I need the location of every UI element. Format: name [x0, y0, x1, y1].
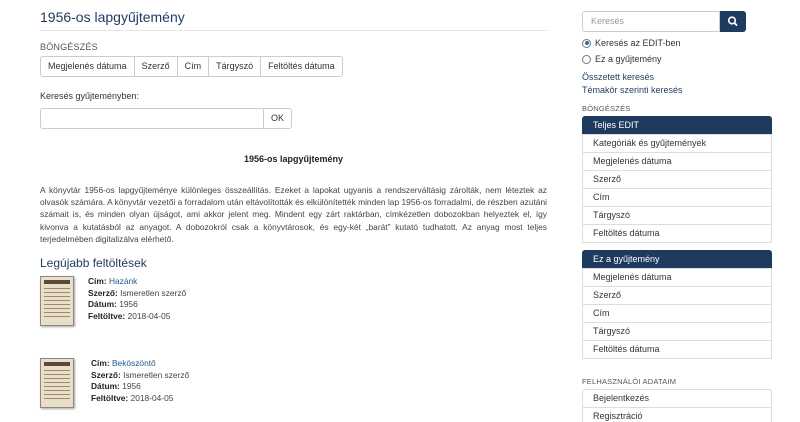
- radio-this-collection[interactable]: [582, 54, 662, 64]
- sidebar-item-coll-upload-date[interactable]: Feltöltés dátuma: [582, 340, 772, 359]
- browse-collection-list: [582, 250, 772, 359]
- upload-uploaded-label: Feltöltve:: [88, 310, 126, 321]
- upload-thumbnail[interactable]: [40, 276, 74, 326]
- radio-selected-icon: [582, 39, 591, 48]
- browse-edit-list: [582, 116, 772, 243]
- upload-uploaded-label: Feltöltve:: [91, 392, 129, 403]
- search-icon: [720, 11, 746, 32]
- radio-search-edit[interactable]: [582, 38, 681, 48]
- upload-author-label: Szerző:: [88, 287, 118, 298]
- upload-date-label: Dátum:: [88, 299, 117, 309]
- collection-description: A könyvtár 1956-os lapgyűjteménye különleges összeállítás. Ezeket a lapokat ugyanis a rendszerváltásig zárolták, nem léteztek az olvasók számára. A könyvtár vezetői a forradalom után eltávolították és elkülönítették minden lap 1956-os forradalmi, de részben azutáni számait is, és minden olyan újságot, ami akkor jelent meg. Mindent egy zárt raktárban, címkézetlen dobozokban helyeztek el, így kivonva a kutatásból az anyagot. A dobozokról csak a könyvtárosok, és egy-két „barát” kutató tudhatott. Az anyag most teljes terjedelmében digitalizálva elérhető.: [40, 185, 547, 244]
- user-list: [582, 389, 772, 422]
- sidebar-item-coll-subject[interactable]: Tárgyszó: [582, 322, 772, 341]
- login-link[interactable]: Bejelentkezés: [582, 389, 772, 408]
- upload-date: 1956: [119, 299, 138, 309]
- upload-title-link[interactable]: Beköszöntő: [111, 358, 156, 368]
- advanced-search-link[interactable]: Összetett keresés: [582, 72, 655, 82]
- upload-date: 1956: [122, 381, 141, 391]
- browse-collection-header[interactable]: Ez a gyűjtemény: [582, 250, 772, 269]
- collection-title: 1956-os lapgyűjtemény: [243, 154, 344, 164]
- browse-by-upload-date-button[interactable]: Feltöltés dátuma: [260, 56, 343, 77]
- browse-by-title-button[interactable]: Cím: [177, 56, 210, 77]
- user-data-heading: FELHASZNÁLÓI ADATAIM: [582, 377, 677, 386]
- radio-this-collection-label: Ez a gyűjtemény: [595, 54, 662, 64]
- radio-search-edit-label: Keresés az EDIT-ben: [595, 38, 681, 48]
- upload-title-label: Cím:: [88, 276, 107, 286]
- page-title: 1956-os lapgyűjtemény: [40, 9, 185, 25]
- browse-by-subject-button[interactable]: Tárgyszó: [208, 56, 261, 77]
- browse-label: BÖNGÉSZÉS: [40, 42, 98, 52]
- sidebar-item-author[interactable]: Szerző: [582, 170, 772, 189]
- radio-unselected-icon: [582, 55, 591, 64]
- latest-uploads-heading: Legújabb feltöltések: [40, 256, 147, 270]
- sidebar-item-categories[interactable]: Kategóriák és gyűjtemények: [582, 134, 772, 153]
- collection-search: [40, 108, 292, 129]
- browse-edit-header[interactable]: Teljes EDIT: [582, 116, 772, 135]
- sidebar-browse-heading: BÖNGÉSZÉS: [582, 104, 631, 113]
- browse-by-author-button[interactable]: Szerző: [134, 56, 178, 77]
- collection-search-ok-button[interactable]: OK: [263, 108, 292, 129]
- sidebar-search: [582, 11, 746, 32]
- sidebar-search-input[interactable]: Keresés: [582, 11, 720, 32]
- upload-uploaded: 2018-04-05: [127, 310, 171, 321]
- sidebar-item-title[interactable]: Cím: [582, 188, 772, 207]
- sidebar-item-coll-title[interactable]: Cím: [582, 304, 772, 323]
- topic-search-link[interactable]: Témakör szerinti keresés: [582, 85, 683, 95]
- sidebar-search-button[interactable]: [720, 11, 746, 32]
- browse-button-group: [40, 56, 343, 77]
- upload-author-label: Szerző:: [91, 369, 121, 380]
- upload-date-label: Dátum:: [91, 381, 120, 391]
- upload-author: Ismeretlen szerző: [123, 369, 190, 380]
- title-divider: [40, 30, 547, 31]
- upload-thumbnail[interactable]: [40, 358, 74, 408]
- upload-title-label: Cím:: [91, 358, 110, 368]
- upload-title-link[interactable]: Hazánk: [108, 276, 138, 286]
- upload-uploaded: 2018-04-05: [130, 392, 174, 403]
- sidebar-item-coll-issue-date[interactable]: Megjelenés dátuma: [582, 268, 772, 287]
- sidebar-item-coll-author[interactable]: Szerző: [582, 286, 772, 305]
- register-link[interactable]: Regisztráció: [582, 407, 772, 422]
- sidebar-item-issue-date[interactable]: Megjelenés dátuma: [582, 152, 772, 171]
- sidebar-item-upload-date[interactable]: Feltöltés dátuma: [582, 224, 772, 243]
- sidebar-item-subject[interactable]: Tárgyszó: [582, 206, 772, 225]
- browse-by-issue-date-button[interactable]: Megjelenés dátuma: [40, 56, 135, 77]
- upload-author: Ismeretlen szerző: [120, 287, 187, 298]
- collection-search-label: Keresés gyűjteményben:: [40, 91, 140, 101]
- collection-search-input[interactable]: [40, 108, 264, 129]
